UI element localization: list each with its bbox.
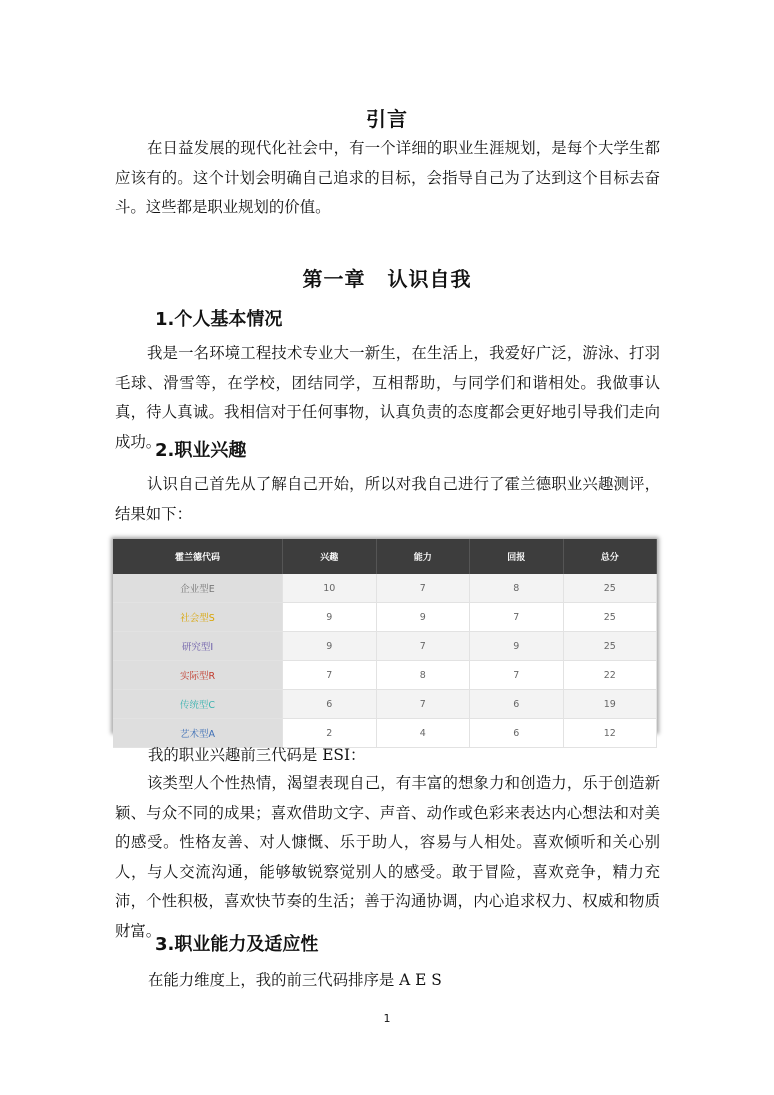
table-row — [113, 574, 657, 603]
table-header-cell: 霍兰德代码 — [113, 539, 283, 574]
score-cell-reward: 6 — [470, 690, 564, 719]
chapter-title — [0, 263, 774, 292]
section-heading-ability: 3.职业能力及适应性 — [155, 934, 319, 955]
page-number: 1 — [383, 1012, 391, 1025]
score-cell-reward: 9 — [470, 632, 564, 661]
score-cell-total: 19 — [563, 690, 657, 719]
score-cell-interest: 9 — [283, 632, 377, 661]
holland-code-cell: 实际型R — [113, 661, 283, 690]
chapter-label: 第一章 — [302, 267, 366, 291]
score-cell-ability: 9 — [376, 603, 470, 632]
top-codes-line: 我的职业兴趣前三代码是 ESI： — [148, 746, 366, 764]
table-row — [113, 603, 657, 632]
holland-code-cell: 社会型S — [113, 603, 283, 632]
score-cell-reward: 8 — [470, 574, 564, 603]
score-cell-interest: 7 — [283, 661, 377, 690]
score-cell-total: 25 — [563, 632, 657, 661]
score-cell-total: 25 — [563, 603, 657, 632]
holland-table — [113, 539, 657, 740]
intro-paragraph: 在日益发展的现代化社会中，有一个详细的职业生涯规划，是每个大学生都应该有的。这个计划会明确自己追求的目标，会指导自己为了达到这个目标去奋斗。这些都是职业规划的价值。 — [115, 139, 660, 216]
score-cell-ability: 7 — [376, 574, 470, 603]
intro-title: 引言 — [366, 107, 408, 131]
score-cell-total: 25 — [563, 574, 657, 603]
score-cell-reward: 7 — [470, 661, 564, 690]
section-heading-interest: 2.职业兴趣 — [155, 440, 247, 461]
section-paragraph-interest: 认识自己首先从了解自己开始，所以对我自己进行了霍兰德职业兴趣测评，结果如下： — [115, 475, 660, 523]
score-cell-reward: 7 — [470, 603, 564, 632]
table-header-cell: 总分 — [563, 539, 657, 574]
section-paragraph-personal: 我是一名环境工程技术专业大一新生，在生活上，我爱好广泛，游泳、打羽毛球、滑雪等，在学校，团结同学，互相帮助，与同学们和谐相处。我做事认真，待人真诚。我相信对于任何事物，认真负责的态度都会更好地引导我们走向成功。 — [115, 344, 660, 451]
table-header-cell: 兴趣 — [283, 539, 377, 574]
ability-line: 在能力维度上，我的前三代码排序是 A E S — [148, 971, 442, 989]
chapter-name: 认识自我 — [387, 267, 472, 291]
score-cell-ability: 8 — [376, 661, 470, 690]
table-row — [113, 632, 657, 661]
score-cell-interest: 2 — [283, 719, 377, 748]
table-row — [113, 661, 657, 690]
type-description-paragraph: 该类型人个性热情，渴望表现自己，有丰富的想象力和创造力，乐于创造新颖、与众不同的成果；喜欢借助文字、声音、动作或色彩来表达内心想法和对美的感受。性格友善、对人慷慨、乐于助人，容易与人相处。喜欢倾听和关心别人，与人交流沟通，能够敏锐察觉别人的感受。敢于冒险，喜欢竞争，精力充沛，个性积极，喜欢快节奏的生活；善于沟通协调，内心追求权力、权威和物质财富。 — [115, 774, 660, 940]
table-row — [113, 690, 657, 719]
score-cell-ability: 4 — [376, 719, 470, 748]
score-cell-interest: 9 — [283, 603, 377, 632]
holland-code-cell: 企业型E — [113, 574, 283, 603]
score-cell-ability: 7 — [376, 690, 470, 719]
score-cell-interest: 6 — [283, 690, 377, 719]
holland-code-cell: 艺术型A — [113, 719, 283, 748]
score-cell-total: 12 — [563, 719, 657, 748]
table-header-cell: 回报 — [470, 539, 564, 574]
score-cell-reward: 6 — [470, 719, 564, 748]
section-heading-personal: 1.个人基本情况 — [155, 309, 283, 330]
holland-code-cell: 研究型I — [113, 632, 283, 661]
table-header-cell: 能力 — [376, 539, 470, 574]
score-cell-ability: 7 — [376, 632, 470, 661]
score-cell-total: 22 — [563, 661, 657, 690]
score-cell-interest: 10 — [283, 574, 377, 603]
holland-code-cell: 传统型C — [113, 690, 283, 719]
